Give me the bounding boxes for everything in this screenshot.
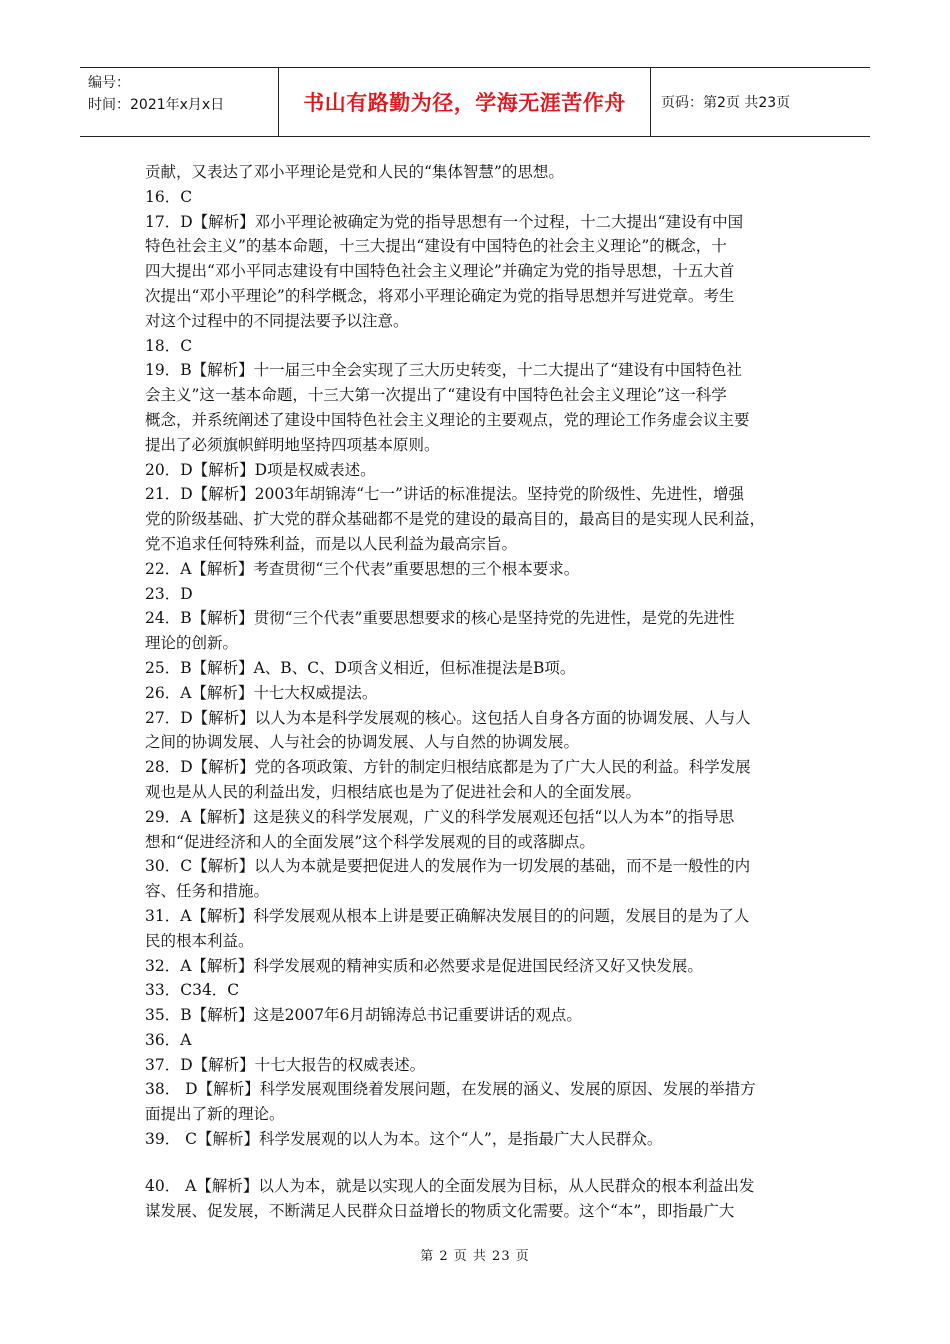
body-line: 19．B【解析】十一届三中全会实现了三大历史转变，十二大提出了“建设有中国特色社 [145,361,743,380]
body-line: 特色社会主义”的基本命题，十三大提出“建设有中国特色的社会主义理论”的概念，十 [145,237,727,256]
page-header [80,67,870,137]
body-line: 概念，并系统阐述了建设中国特色社会主义理论的主要观点，党的理论工作务虚会议主要 [145,410,750,429]
body-line: 23．D [145,584,193,603]
body-line: 次提出“邓小平理论”的科学概念，将邓小平理论确定为党的指导思想并写进党章。考生 [145,286,735,305]
body-line: 贡献，又表达了邓小平理论是党和人民的“集体智慧”的思想。 [145,163,564,181]
document-body [145,160,815,1223]
body-line: 26．A【解析】十七大权威提法。 [145,683,378,702]
body-line: 理论的创新。 [145,634,239,653]
body-line: 33．C34．C [145,981,240,1000]
body-line: 39． C【解析】科学发展观的以人为本。这个“人”，是指最广大人民群众。 [145,1130,663,1149]
body-line: 21．D【解析】2003年胡锦涛“七一”讲话的标准提法。坚持党的阶级性、先进性，增强 [145,485,744,504]
body-line: 28．D【解析】党的各项政策、方针的制定归根结底都是为了广大人民的利益。科学发展 [145,758,751,777]
body-line: 20．D【解析】D项是权威表述。 [145,460,376,479]
body-line: 35．B【解析】这是2007年6月胡锦涛总书记重要讲话的观点。 [145,1006,582,1025]
body-line: 17．D【解析】邓小平理论被确定为党的指导思想有一个过程，十二大提出“建设有中国 [145,212,744,231]
body-line: 32．A【解析】科学发展观的精神实质和必然要求是促进国民经济又好又快发展。 [145,956,703,975]
body-line: 会主义”这一基本命题，十三大第一次提出了“建设有中国特色社会主义理论”这一科学 [145,386,727,405]
body-line: 观也是从人民的利益出发，归根结底也是为了促进社会和人的全面发展。 [145,782,642,801]
body-line: 38． D【解析】科学发展观围绕着发展问题，在发展的涵义、发展的原因、发展的举措方 [145,1080,756,1099]
body-line: 想和“促进经济和人的全面发展”这个科学发展观的目的或落脚点。 [145,832,595,851]
body-line: 24．B【解析】贯彻“三个代表”重要思想要求的核心是坚持党的先进性，是党的先进性 [145,609,735,628]
body-line: 面提出了新的理论。 [145,1105,285,1124]
body-line: 29．A【解析】这是狭义的科学发展观，广义的科学发展观还包括“以人为本”的指导思 [145,807,735,826]
body-line: 16．C [145,187,193,206]
body-line: 37．D【解析】十七大报告的权威表述。 [145,1055,426,1074]
header-page-number: 页码：第2页 共23页 [661,95,791,111]
body-line: 党不追求任何特殊利益，而是以人民利益为最高宗旨。 [145,534,518,553]
body-line: 36．A [145,1030,192,1049]
body-line: 18．C [145,336,193,355]
page-footer: 第 2 页 共 23 页 [420,1249,530,1264]
body-line: 31．A【解析】科学发展观从根本上讲是要正确解决发展目的的问题，发展目的是为了人 [145,906,750,925]
document-number-label: 编号： [88,75,130,91]
body-line: 提出了必须旗帜鲜明地坚持四项基本原则。 [145,435,440,454]
body-line: 对这个过程中的不同提法要予以注意。 [145,311,409,330]
body-line: 25．B【解析】A、B、C、D项含义相近，但标准提法是B项。 [145,658,576,677]
header-page-cell [651,68,870,136]
body-line: 民的根本利益。 [145,931,254,950]
header-motto-cell [279,68,651,136]
body-line: 容、任务和措施。 [145,882,270,901]
body-line: 27．D【解析】以人为本是科学发展观的核心。这包括人自身各方面的协调发展、人与人 [145,708,751,727]
body-line: 四大提出“邓小平同志建设有中国特色社会主义理论”并确定为党的指导思想，十五大首 [145,262,735,281]
body-line: 党的阶级基础、扩大党的群众基础都不是党的建设的最高目的，最高目的是实现人民利益， [145,510,766,529]
header-motto: 书山有路勤为径，学海无涯苦作舟 [303,91,626,115]
body-line: 谋发展、促发展，不断满足人民群众日益增长的物质文化需要。这个“本”，即指最广大 [145,1201,735,1220]
body-line: 22．A【解析】考查贯彻“三个代表”重要思想的三个根本要求。 [145,559,580,578]
document-date-label: 时间：2021年x月x日 [88,97,225,113]
header-meta [80,68,279,136]
body-line: 之间的协调发展、人与社会的协调发展、人与自然的协调发展。 [145,733,580,752]
body-line: 30．C【解析】以人为本就是要把促进人的发展作为一切发展的基础，而不是一般性的内 [145,857,751,876]
body-line: 40． A【解析】以人为本，就是以实现人的全面发展为目标，从人民群众的根本利益出发 [145,1176,755,1195]
